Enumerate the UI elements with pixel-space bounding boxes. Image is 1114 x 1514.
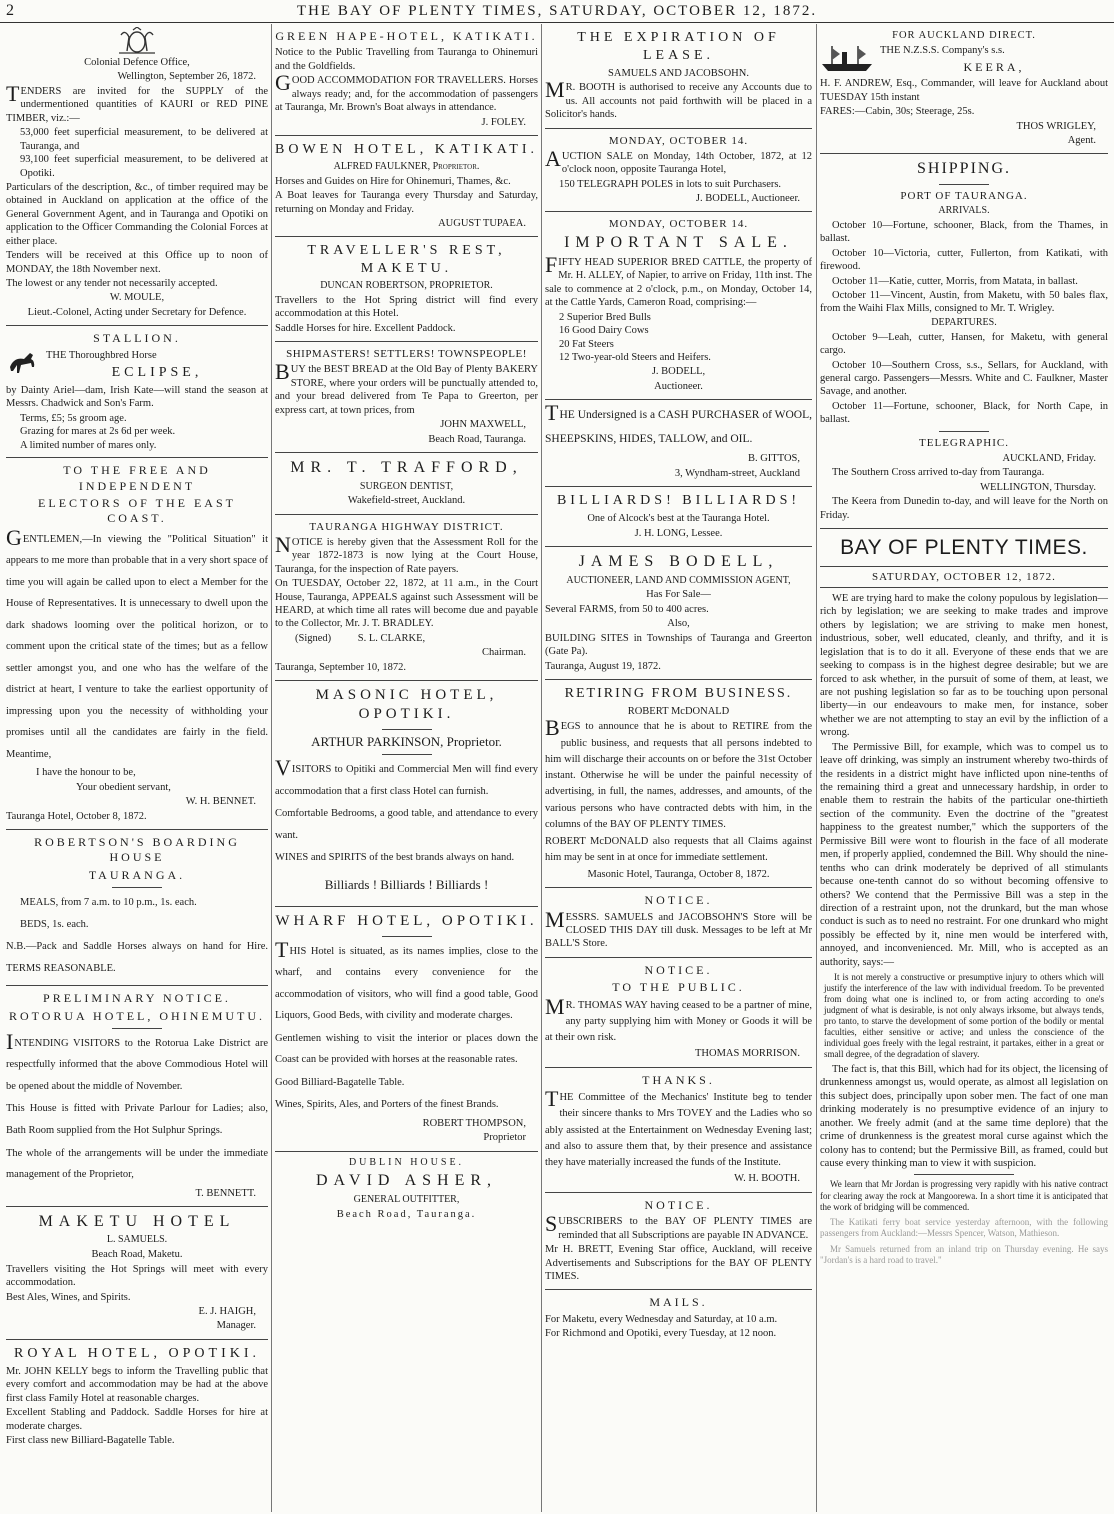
address: Beach Road, Maketu. — [91, 1249, 183, 1261]
arrivals-heading: ARRIVALS. — [938, 204, 990, 216]
signature: J. BODELL, — [651, 366, 706, 378]
signature: W. MOULE, — [109, 292, 165, 304]
news-item: Mr Samuels returned from an inland trip on Thursday evening. He says "Jordan's is a hard road to travel." — [820, 1243, 1108, 1265]
list-item: October 11—Katie, cutter, Morris, from Matata, in ballast. — [832, 275, 1078, 287]
ad-body: MR. BOOTH is authorised to receive any Accounts due to us. All accounts not paid forthwith will be placed in a Solicitor's hands. — [545, 77, 812, 121]
ad-body: Best Ales, Wines, and Spirits. — [6, 1291, 131, 1303]
ad-body: N.B.—Pack and Saddle Horses always on hand for Hire. TERMS REASONABLE. — [6, 941, 268, 974]
ad-body: Also, — [667, 618, 690, 630]
ad-body: BEGS to announce that he is about to RETIRE from the public business, and requests that all persons indebted to him will discharge their accounts on or before the 31st October instant. Otherwise he will be under the painful necessity of advertising, in full, the names, addresses, and amounts, of the various persons who have contracted debts with him, in the columns of the BAY OF PLENTY TIMES. — [545, 715, 812, 830]
auction-telegraph-poles-ad — [545, 129, 812, 213]
ad-body: A Boat leaves for Tauranga every Thursday and Saturday, returning on Monday and Friday. — [275, 190, 538, 215]
horse-name: ECLIPSE, — [111, 365, 203, 381]
ad-heading: STALLION. — [93, 331, 181, 346]
ad-body: This House is fitted with Private Parlour for Ladies; also, Bath Room supplied from the Hot Sulphur Springs. — [6, 1103, 268, 1136]
ad-body: Mr H. BRETT, Evening Star office, Auckland, will receive Advertisements and Subscriptions for the BAY OF PLENTY TIMES. — [545, 1244, 812, 1283]
ad-body: MESSRS. SAMUELS and JACOBSOHN'S Store will be CLOSED THIS DAY till dusk. Messages to be left at Mr BALL'S Store. — [545, 906, 812, 950]
running-title: THE BAY OF PLENTY TIMES, SATURDAY, OCTOBER 12, 1872. — [296, 3, 818, 19]
page-number: 2 — [6, 2, 14, 19]
ship-name: KEERA, — [963, 59, 1025, 74]
ad-heading: ROTORUA HOTEL, OHINEMUTU. — [8, 1008, 266, 1023]
news-item: The Keera from Dunedin to-day, and will leave for the North on Friday. — [820, 496, 1108, 521]
bakery-ad — [275, 342, 538, 453]
signature: B. GITTOS, — [747, 453, 800, 465]
ad-body: Saddle Horses for hire. Excellent Paddock. — [275, 322, 456, 334]
ad-body: Tenders will be received at this Office up to noon of MONDAY, the 18th November next. — [6, 250, 268, 275]
editorial-quote: It is not merely a constructive or presumptive injury to others which will justify the interference of the law with individual freedom. To be prevented from doing what one is inclined to, or from acting according to one's judgment of what is desirable, is not only always irksome, but always tends, pro tanto, to starve the development of some portion of the bodily or mental faculties, either sensitive or active; and unless the conscience of the individual goes freely with the legal restraint, it partakes, either in a great or small degree, of the degradation of slavery. — [824, 972, 1104, 1059]
ad-body: Grazing for mares at 2s 6d per week. — [20, 426, 176, 438]
ad-body: For Richmond and Opotiki, every Tuesday, at 12 noon. — [545, 1328, 777, 1340]
ad-heading: TRAVELLER'S REST, MAKETU. — [307, 243, 506, 277]
ad-body: Good Billiard-Bagatelle Table. — [275, 1076, 405, 1088]
ad-body: MEALS, from 7 a.m. to 10 p.m., 1s. each. — [20, 897, 197, 909]
signature: J. BODELL, Auctioneer. — [695, 192, 800, 204]
dentist-ad — [275, 453, 538, 515]
letter-closing: Your obedient servant, — [76, 781, 171, 793]
ad-heading: WHARF HOTEL, OPOTIKI. — [275, 913, 538, 930]
keera-sailing-ad — [820, 24, 1108, 154]
rotorua-hotel-ad — [6, 986, 268, 1207]
horse-icon — [6, 349, 42, 379]
ad-date: MONDAY, OCTOBER 14. — [608, 218, 749, 231]
ad-heading: ROBERTSON'S BOARDING HOUSE — [34, 835, 240, 865]
ad-body: On TUESDAY, October 22, 1872, at 11 a.m., in the Court House, Tauranga, APPEALS against such Assessment will be HEARD, at which time all rates will become due and payable to the Collector, Mr. J. T. BRADLEY. — [275, 578, 538, 630]
ad-body: Mr. JOHN KELLY begs to inform the Travelling public that every comfort and accommodation may be had at the above first class Family Hotel at reasonable charges. — [6, 1365, 268, 1404]
address: Beach Road, Tauranga. — [428, 433, 526, 445]
important-sale-ad — [545, 212, 812, 400]
signature-title: Chairman. — [481, 647, 526, 659]
divider — [382, 936, 432, 937]
ad-body: MR. THOMAS WAY having ceased to be a partner of mine, any party supplying him with Money or Goods it will be at their own risk. — [545, 993, 812, 1044]
ad-body: VISITORS to Opitiki and Commercial Men will find every accommodation that a first class Hotel can furnish. — [275, 755, 538, 797]
ad-body: 53,000 feet superficial measurement, to be delivered at Tauranga, and — [20, 127, 268, 152]
address: Wakefield-street, Auckland. — [347, 495, 466, 507]
signature: W. H. BENNET. — [185, 796, 256, 808]
ad-heading: MR. T. TRAFFORD, — [290, 459, 523, 477]
dateline: Tauranga, September 10, 1872. — [275, 661, 407, 673]
defence-tender-ad — [6, 24, 268, 326]
ad-body: SUBSCRIBERS to the BAY OF PLENTY TIMES are reminded that all Subscriptions are payable IN ADVANCE. — [545, 1211, 812, 1241]
ad-body: Wines, Spirits, Ales, and Porters of the finest Brands. — [275, 1099, 499, 1111]
stallion-ad — [6, 326, 268, 458]
signature-title: Manager. — [216, 1320, 256, 1332]
signed-label: (Signed) — [295, 632, 332, 644]
travellers-rest-ad — [275, 237, 538, 342]
ad-body: THE Undersigned is a CASH PURCHASER of WOOL, SHEEPSKINS, HIDES, TALLOW, and OIL. — [545, 400, 812, 445]
wharf-hotel-ad — [275, 907, 538, 1151]
editorial-section — [820, 535, 1108, 1266]
dateline: WELLINGTON, Thursday. — [980, 481, 1096, 493]
steamship-icon — [820, 44, 876, 74]
ad-body: The whole of the arrangements will be under the immediate management of the Proprietor, — [6, 1147, 268, 1181]
signature: T. BENNETT. — [195, 1187, 256, 1199]
ad-body: The lowest or any tender not necessarily accepted. — [6, 278, 218, 289]
ad-body: For Maketu, every Wednesday and Saturday, at 10 a.m. — [545, 1313, 778, 1325]
news-item: We learn that Mr Jordan is progressing very rapidly with his native contract for clearing away the rock at Mangoorewa. In a short time it is anticipated that the work of bridging will be commenced. — [820, 1179, 1108, 1212]
notice-store-closed — [545, 888, 812, 958]
billiards-line: Billiards ! Billiards ! Billiards ! — [324, 876, 489, 892]
ad-body: Comfortable Bedrooms, a good table, and attendance to every want. — [275, 808, 538, 841]
ad-date: MONDAY, OCTOBER 14. — [608, 134, 749, 147]
ad-body: One of Alcock's best at the Tauranga Hotel. — [587, 513, 770, 525]
ad-heading: IMPORTANT SALE. — [564, 234, 793, 252]
proprietor: DUNCAN ROBERTSON, PROPRIETOR. — [320, 280, 493, 292]
ad-subheading: TO THE PUBLIC. — [612, 980, 745, 995]
divider — [382, 754, 432, 755]
ad-heading: NOTICE. — [644, 1197, 713, 1212]
ad-body: Gentlemen wishing to visit the interior or places down the Coast can be provided with horses at the reasonable rates. — [275, 1032, 538, 1066]
address: Beach Road, Tauranga. — [336, 1208, 477, 1220]
signature: E. J. HAIGH, — [198, 1305, 256, 1317]
electors-letter — [6, 458, 268, 830]
paper-masthead: BAY OF PLENTY TIMES. — [840, 535, 1088, 559]
highway-district-ad — [275, 515, 538, 681]
ad-heading: FOR AUCKLAND DIRECT. — [892, 30, 1036, 41]
royal-crest-icon — [115, 27, 159, 55]
ad-heading: RETIRING FROM BUSINESS. — [564, 685, 793, 701]
green-hotel-ad — [275, 24, 538, 136]
ad-heading: BOWEN HOTEL, KATIKATI. — [275, 141, 538, 157]
dublin-house-ad — [275, 1152, 538, 1228]
column-3 — [545, 24, 812, 1512]
dateline: Masonic Hotel, Tauranga, October 8, 1872. — [587, 868, 770, 880]
signature-title: Lieut.-Colonel, Acting under Secretary for Defence. — [27, 306, 247, 318]
ad-heading: PRELIMINARY NOTICE. — [43, 991, 231, 1006]
ad-body: Particulars of the description, &c., of timber required may be obtained in Auckland on application at the office of the General Government Agent, and in Tauranga and Opotiki on application to the Officer Commanding the Colonial Forces at either place. — [6, 181, 268, 247]
letter-body: GENTLEMEN,—In viewing the "Political Situation" it appears to me more than probable that in a very short space of time you will again be called upon to elect a Member for the House of Representatives. It is unnecessary to dwell upon the dark shadows looming over the political horizon, or to comment upon the critical state of the times; but as a fellow settler amongst you, and one who has the welfare of the district at heart, I venture to take the earliest opportunity of impressing upon you the necessity of withholding your promises until all the candidates are fairly in the field. Meantime, — [6, 524, 268, 760]
notice-to-public — [545, 958, 812, 1068]
news-item: The Southern Cross arrived to-day from Tauranga. — [832, 467, 1045, 479]
list-item: October 10—Fortune, schooner, Black, from the Thames, in ballast. — [820, 219, 1108, 245]
list-item: 2 Superior Bred Bulls — [559, 311, 651, 323]
divider — [382, 729, 432, 730]
ad-body: First class new Billiard-Bagatelle Table. — [6, 1434, 175, 1446]
masonic-hotel-ad — [275, 681, 538, 907]
ad-heading: NOTICE. — [644, 893, 713, 908]
ad-body: ROBERT McDONALD also requests that all Claims against him may be sent in at once for immediate settlement. — [545, 836, 812, 864]
lease-expiration-ad — [545, 24, 812, 129]
dateline: Tauranga Hotel, October 8, 1872. — [6, 810, 147, 822]
list-item: October 10—Southern Cross, s.s., Sellars, for Auckland, with general cargo. Passengers—Messrs. White and C. Faulkner, Master Savage, and another. — [820, 359, 1108, 398]
ad-heading: ROYAL HOTEL, OPOTIKI. — [13, 1345, 261, 1361]
signature: W. H. BOOTH. — [734, 1173, 800, 1185]
ad-body: INTENDING VISITORS to the Rotorua Lake District are respectfully informed that the above Commodious Hotel will be opened about the middle of November. — [6, 1028, 268, 1092]
maketu-hotel-ad — [6, 1207, 268, 1340]
dateline: Tauranga, August 19, 1872. — [545, 660, 661, 672]
ad-heading: MASONIC HOTEL, OPOTIKI. — [315, 687, 498, 723]
cash-purchaser-ad — [545, 400, 812, 487]
ad-heading: SHIPMASTERS! SETTLERS! TOWNSPEOPLE! — [286, 348, 527, 361]
ad-body: Several FARMS, from 50 to 400 acres. — [545, 603, 709, 615]
signature-title: Agent. — [1067, 134, 1096, 146]
column-1 — [6, 24, 268, 1512]
running-header — [0, 0, 1114, 23]
ad-subtitle: SURGEON DENTIST, — [359, 480, 454, 492]
bowen-hotel-ad — [275, 136, 538, 237]
column-2 — [275, 24, 538, 1512]
thanks-ad — [545, 1068, 812, 1193]
ad-body: NOTICE is hereby given that the Assessment Roll for the year 1872-1873 is now lying at the Court House, Tauranga, for the inspection of Rate payers. — [275, 531, 538, 575]
ad-heading: DAVID ASHER, — [315, 1172, 498, 1190]
ad-body: GOOD ACCOMMODATION FOR TRAVELLERS. Horses always ready; and, for the accommodation of passengers at Tauranga, Mr. Brown's Boat always in attendance. — [275, 70, 538, 114]
ad-heading: THE EXPIRATION OF LEASE. — [577, 30, 780, 63]
signature-title: Proprietor — [483, 1132, 526, 1144]
lessee: J. H. LONG, Lessee. — [634, 527, 723, 539]
section-heading: SHIPPING. — [916, 160, 1011, 178]
list-item: October 10—Victoria, cutter, Fullerton, from Katikati, with firewood. — [820, 247, 1108, 273]
editorial-paragraph: WE are trying hard to make the colony populous by legislation—rich by legislation; we are seeking to make trades and improve others by legislation; we are striving to make men honest, industrious, sober, well educated, cleanly, and thrifty, and it is legislation that is to do it all. Everyone of these ends that we are seeking to compass is in the highest degree desirable; but we are forced to ask whether, in the pursuit of some of them, at least, we are not pushing legislation so far as to be touching upon personal liberty—in our endeavours to make men, for instance, sober whether we are not attempting to stay an evil by the infliction of a wrong. — [820, 592, 1108, 739]
ad-body: FARES:—Cabin, 30s; Steerage, 25s. — [820, 106, 975, 118]
ad-heading: MAKETU HOTEL — [38, 1212, 236, 1230]
ad-body: 93,100 feet superficial measurement, to be delivered at Opotiki. — [20, 154, 268, 179]
ad-heading: GREEN HAPE-HOTEL, KATIKATI. — [275, 29, 538, 43]
list-item: October 9—Leah, cutter, Hansen, for Maketu, with general cargo. — [820, 331, 1108, 357]
ad-heading: TO THE FREE AND INDEPENDENT — [63, 463, 211, 493]
ad-body: THIS Hotel is situated, as its names implies, close to the wharf, and contains every convenience for the accommodation of visitors, who will find a good table, Good Liquors, Good Beds, with civility and moderate charges. — [275, 936, 538, 1022]
ad-body: by Dainty Ariel—dam, Irish Kate—will stand the season at Messrs. Chadwick and Son's Farm. — [6, 385, 268, 410]
signature: AUGUST TUPAEA. — [438, 218, 526, 229]
signature: THOS WRIGLEY, — [1016, 120, 1096, 132]
proprietor: ALFRED FAULKNER, Proprietor. — [333, 160, 480, 172]
list-item: 12 Two-year-old Steers and Heifers. — [559, 352, 711, 363]
signature: J. FOLEY. — [481, 116, 526, 128]
ad-body: THE Thoroughbred Horse — [46, 349, 157, 361]
proprietor: ARTHUR PARKINSON, Proprietor. — [311, 733, 502, 749]
letter-closing: I have the honour to be, — [36, 767, 136, 779]
ad-body: Has For Sale— — [646, 589, 711, 601]
ad-body: BEDS, 1s. each. — [20, 918, 89, 930]
robertson-boarding-ad — [6, 830, 268, 986]
column-rule — [271, 24, 272, 1512]
ad-body: BUILDING SITES in Townships of Tauranga and Greerton (Gate Pa). — [545, 632, 812, 658]
list-item: 20 Fat Steers — [559, 338, 614, 350]
address: 3, Wyndham-street, Auckland — [674, 467, 800, 479]
ad-heading: ELECTORS OF THE EAST COAST. — [38, 495, 236, 526]
ad-heading: TAURANGA HIGHWAY DISTRICT. — [309, 520, 504, 533]
ad-body: Horses and Guides on Hire for Ohinemuri, Thames, &c. — [275, 175, 511, 187]
section-subheading: PORT OF TAURANGA. — [900, 189, 1028, 202]
section-heading: TELEGRAPHIC. — [919, 436, 1009, 449]
ad-body: 150 TELEGRAPH POLES in lots to suit Purchasers. — [559, 178, 782, 190]
signature: S. L. CLARKE, — [357, 632, 426, 644]
ad-name: ROBERT McDONALD — [627, 705, 730, 717]
divider — [112, 887, 162, 888]
news-item: The Katikati ferry boat service yesterday afternoon, with the following passengers from Auckland:—Messrs Spencer, Watson, Mathieson. — [820, 1217, 1108, 1239]
dateline: Colonial Defence Office, — [84, 57, 190, 68]
ad-body: Travellers to the Hot Spring district will find every accommodation at this Hotel. — [275, 295, 538, 320]
editorial-date: SATURDAY, OCTOBER 12, 1872. — [820, 566, 1108, 588]
ad-subtitle: AUCTIONEER, LAND AND COMMISSION AGENT, — [566, 574, 791, 586]
ad-subtitle: GENERAL OUTFITTER, — [353, 1193, 460, 1205]
ad-body: THE N.Z.S.S. Company's s.s. — [880, 45, 1005, 57]
ad-body — [275, 632, 538, 645]
shipping-section — [820, 154, 1108, 529]
ad-body: A limited number of mares only. — [20, 439, 157, 451]
ad-body: FIFTY HEAD SUPERIOR BRED CATTLE, the property of Mr. H. ALLEY, of Napier, to arrive on Friday, 11th inst. The sale to commence at 2 o'clock, p.m., on Monday, October 14, at the Cattle Yards, Cameron Road, comprising:— — [545, 251, 812, 309]
list-item: 16 Good Dairy Cows — [559, 325, 649, 337]
firm-name: SAMUELS AND JACOBSOHN. — [608, 67, 749, 79]
ad-body: Travellers visiting the Hot Springs will meet with every accommodation. — [6, 1263, 268, 1289]
ad-body: Terms, £5; 5s groom age. — [20, 412, 127, 424]
ad-body: Excellent Stabling and Paddock. Saddle Horses for hire at moderate charges. — [6, 1407, 268, 1432]
column-rule — [816, 24, 817, 1512]
ad-heading: BILLIARDS! BILLIARDS! — [556, 493, 801, 509]
ad-body: Notice to the Public Travelling from Tauranga to Ohinemuri and the Goldfields. — [275, 47, 538, 72]
column-4 — [820, 24, 1108, 1512]
divider — [939, 431, 989, 432]
divider — [939, 184, 989, 185]
departures-heading: DEPARTURES. — [931, 316, 997, 328]
editorial-paragraph: The Permissive Bill, for example, which was to compel us to leave off drinking, was simply an instrument whereby two-thirds of the residents in a district might have inflicted upon nine-tenths of the remaining third a great and unnecessary hardship, in order to enable them to restrain the habits of the particular one-thirtieth section of the community. Even the doctrine of the "greatest happiness to the greatest number," which the supporters of the Permissive Bill were wont to flourish in the face of all moderate men, if properly applied, condemned the Bill. Why should the nine-tenths who can drink moderately be deprived of all stimulants because one-tenth cannot do so without becoming offensive to others? We contend that the Permissive Bill was a step in the direction of a restraint upon, not the drunkard, but the man whose conduct is such as to need no restraint. For one drunkard who might possibly be effected by it, nine men would be interfered with, annoyed, and inconvenienced. Mr. Mill, who is accepted as an authority, says:— — [820, 741, 1108, 968]
retiring-ad — [545, 680, 812, 888]
ad-body: THE Committee of the Mechanics' Institute beg to tender their sincere thanks to Mrs TOVEY and the Ladies who so ably assisted at the Entertainment on Wednesday Evening last; and also to assure them that, by their presence and assistance they have materially increased the funds of the Institute. — [545, 1086, 812, 1169]
james-bodell-ad — [545, 547, 812, 680]
subscribers-notice — [545, 1193, 812, 1291]
ad-body: TENDERS are invited for the SUPPLY of the undermentioned quantities of KAURI or RED PINE TIMBER, viz.:— — [6, 80, 268, 124]
ad-body: H. F. ANDREW, Esq., Commander, will leave for Auckland about TUESDAY 15th instant — [820, 78, 1108, 103]
editorial-paragraph: The fact is, that this Bill, which had for its object, the licensing of drunkenness amongst us, would operate, as almost all legislation on this subject does, principally upon sober men. The fact of one man drinking moderately is no presumptive evidence of an injury to another. We freely admit (and at the same time deplore) that the crime of drunkenness is the greatest moral curse against which the colony has to contend; but the Permissive Bill, as framed, could but cause every thinking man to view it with suspicion. — [820, 1063, 1108, 1169]
royal-hotel-ad — [6, 1340, 268, 1454]
dateline: AUCKLAND, Friday. — [1002, 452, 1096, 464]
signature: THOMAS MORRISON. — [694, 1048, 800, 1060]
ad-heading: DUBLIN HOUSE. — [348, 1156, 465, 1168]
ad-heading: MAILS. — [649, 1295, 708, 1310]
list-item: October 11—Fortune, schooner, Black, for North Cape, in ballast. — [820, 400, 1108, 426]
column-rule — [541, 24, 542, 1512]
ad-heading: THANKS. — [642, 1072, 715, 1087]
ad-body: WINES and SPIRITS of the best brands always on hand. — [275, 852, 515, 864]
list-item: October 11—Vincent, Austin, from Maketu, with 50 bales flax, from the Waihi Flax Mills, consigned to Mr. T. Wrigley. — [820, 289, 1108, 315]
mails-notice — [545, 1290, 812, 1346]
ad-body: BUY the BEST BREAD at the Old Bay of Plenty BAKERY STORE, where your orders will be punctually attended to, and your bread delivered from Te Papa to Greerton, per express cart, at town prices, from — [275, 359, 538, 416]
signature: JOHN MAXWELL, — [440, 419, 526, 431]
ad-body: AUCTION SALE on Monday, 14th October, 1872, at 12 o'clock noon, opposite Tauranga Hotel, — [545, 145, 812, 176]
ad-heading: JAMES BODELL, — [578, 553, 779, 571]
proprietor: L. SAMUELS. — [106, 1234, 168, 1246]
billiards-ad — [545, 487, 812, 547]
dateline: Wellington, September 26, 1872. — [117, 71, 256, 83]
divider — [112, 1028, 162, 1029]
signature-title: Auctioneer. — [654, 380, 703, 392]
ad-heading: TAURANGA. — [88, 867, 186, 882]
divider — [914, 1174, 1014, 1175]
ad-heading: NOTICE. — [644, 962, 713, 977]
signature: ROBERT THOMPSON, — [422, 1117, 526, 1129]
